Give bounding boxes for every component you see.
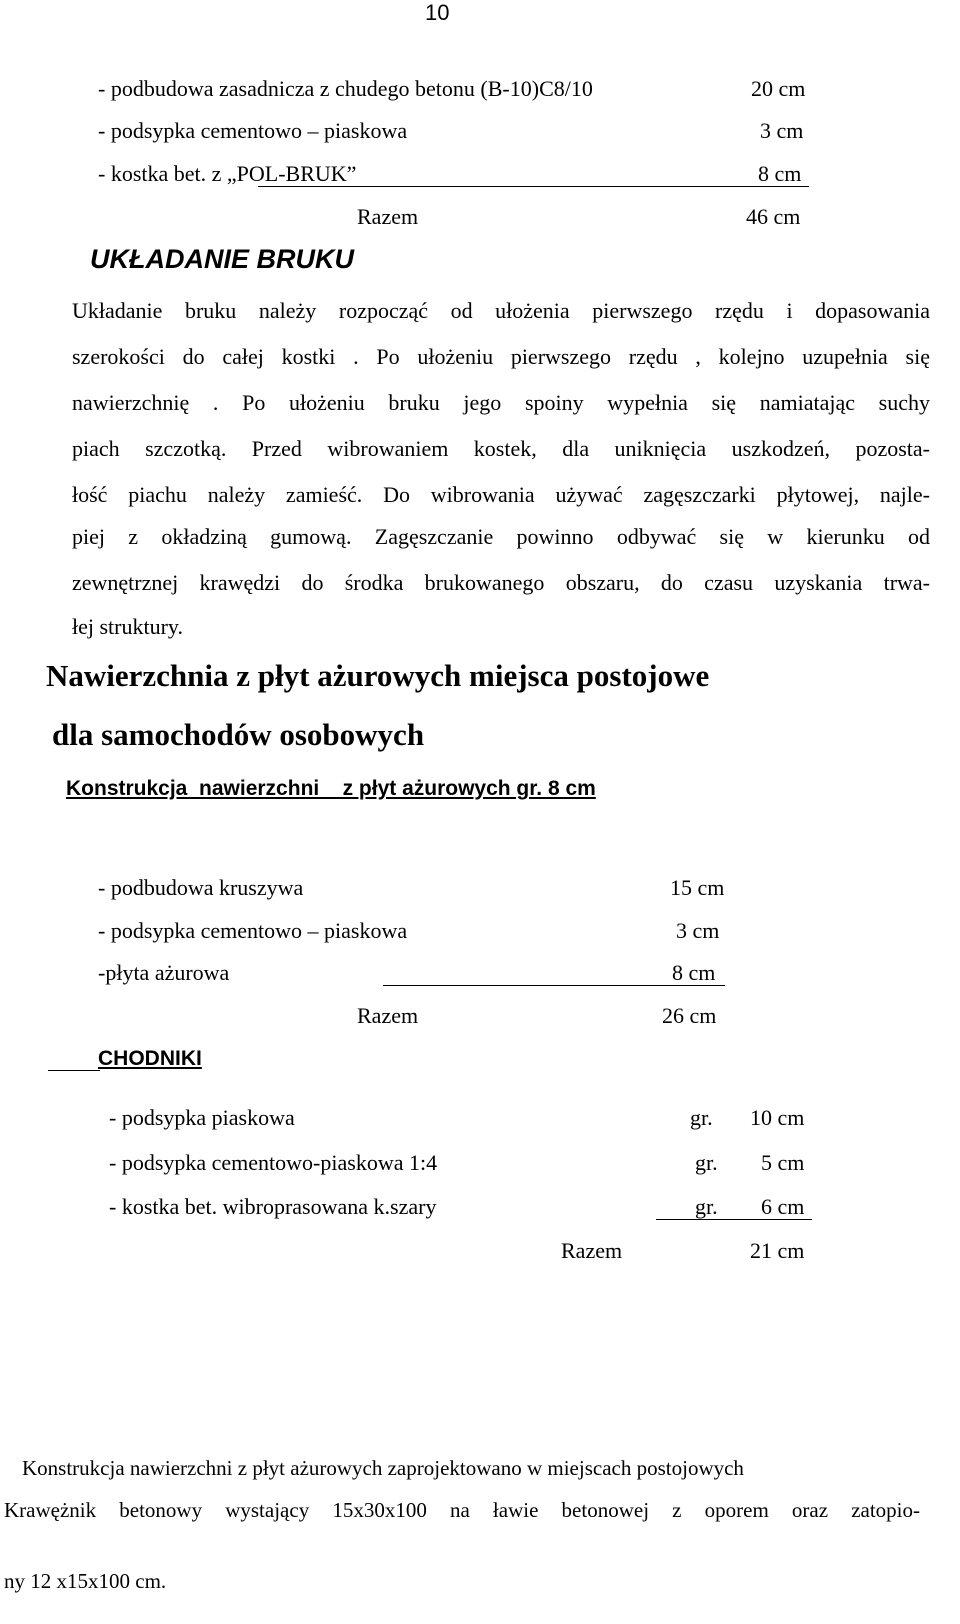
total-label: Razem — [357, 1003, 419, 1028]
total-value: 21 cm — [750, 1238, 805, 1263]
layer-label: - podsypka cementowo – piaskowa — [98, 118, 408, 143]
layer-thickness: 8 cm — [672, 960, 716, 985]
footer-line: Krawężnik betonowy wystający 15x30x100 na ławie betonowej z oporem oraz zatopio- — [4, 1498, 920, 1522]
paragraph-line: piej z okładziną gumową. Zagęszczanie powinno odbywać się w kierunku od — [72, 524, 930, 549]
footer-line: Konstrukcja nawierzchni z płyt ażurowych zaprojektowano w miejscach postojowych — [22, 1456, 744, 1480]
layer-thickness: 3 cm — [676, 918, 720, 943]
layer-thickness: 15 cm — [670, 875, 725, 900]
total-label: Razem — [561, 1238, 623, 1263]
layer-thickness: 8 cm — [758, 161, 802, 186]
layer-label — [98, 163, 356, 185]
thickness-prefix: gr. — [690, 1105, 713, 1130]
paragraph-line: łej struktury. — [72, 614, 183, 639]
layer-thickness: 3 cm — [760, 118, 804, 143]
section-heading: CHODNIKI — [98, 1047, 202, 1070]
layer-label: -płyta ażurowa — [98, 960, 230, 985]
paragraph-line: szerokości do całej kostki . Po ułożeniu pierwszego rzędu , kolejno uzupełnia się — [72, 344, 930, 369]
layer-thickness: 5 cm — [761, 1150, 805, 1175]
total-value: 26 cm — [662, 1003, 717, 1028]
sum-underline — [656, 1219, 812, 1220]
paragraph-line: zewnętrznej krawędzi do środka brukowanego obszaru, do czasu uzyskania trwa- — [72, 570, 930, 595]
total-label: Razem — [357, 204, 419, 229]
paragraph-line: Układanie bruku należy rozpocząć od ułożenia pierwszego rzędu i dopasowania — [72, 298, 930, 323]
layer-label-prefix: - kostka bet. z — [98, 161, 227, 186]
footer-line: ny 12 x15x100 cm. — [4, 1569, 167, 1593]
sum-underline — [383, 985, 725, 986]
layer-thickness: 6 cm — [761, 1194, 805, 1219]
layer-label: - podbudowa zasadnicza z chudego betonu (B-10)C8/10 — [98, 76, 593, 101]
section-heading: dla samochodów osobowych — [52, 717, 425, 752]
layer-label: - kostka bet. wibroprasowana k.szary — [109, 1194, 437, 1219]
page-number: 10 — [425, 0, 450, 25]
sum-underline — [258, 186, 809, 187]
section-heading: UKŁADANIE BRUKU — [90, 244, 354, 274]
layer-label: - podsypka cementowo-piaskowa 1:4 — [109, 1150, 438, 1175]
layer-label: - podbudowa kruszywa — [98, 875, 304, 900]
paragraph-line: nawierzchnię . Po ułożeniu bruku jego spoiny wypełnia się namiatając suchy — [72, 390, 930, 415]
thickness-prefix: gr. — [695, 1150, 718, 1175]
construction-heading: Konstrukcja nawierzchni z płyt ażurowych gr. 8 cm — [66, 777, 596, 800]
total-value: 46 cm — [746, 204, 801, 229]
thickness-prefix: gr. — [695, 1194, 718, 1219]
paragraph-line: łość piachu należy zamieść. Do wibrowania używać zagęszczarki płytowej, najle- — [72, 482, 930, 507]
layer-label: - podsypka cementowo – piaskowa — [98, 918, 408, 943]
paragraph-line: piach szczotką. Przed wibrowaniem kostek, dla uniknięcia uszkodzeń, pozosta- — [72, 436, 930, 461]
section-heading: Nawierzchnia z płyt ażurowych miejsca postojowe — [46, 658, 710, 693]
layer-label: - podsypka piaskowa — [109, 1105, 295, 1130]
layer-thickness: 20 cm — [751, 76, 806, 101]
brand-name: „POL-BRUK” — [226, 161, 357, 186]
layer-thickness: 10 cm — [750, 1105, 805, 1130]
heading-underline — [48, 1070, 100, 1071]
